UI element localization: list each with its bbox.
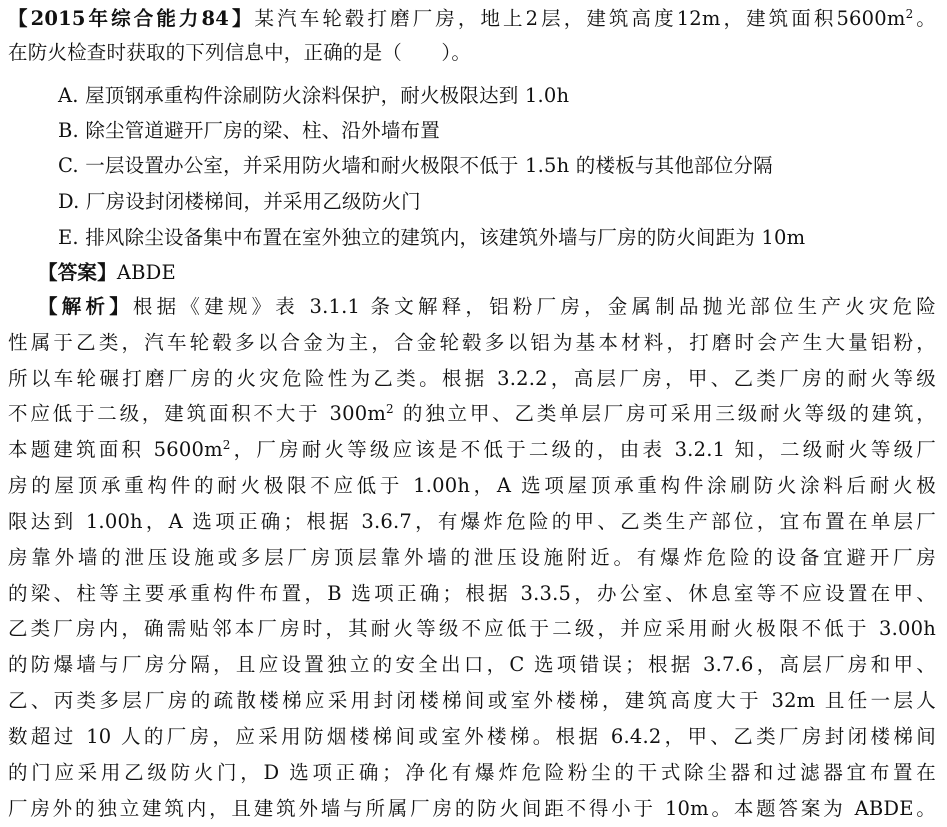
analysis-text: 本题建筑面积 5600m <box>8 438 223 461</box>
analysis-line-4 <box>8 399 936 429</box>
question-text-end: 。 <box>913 7 936 30</box>
question-stem-line-1 <box>8 4 936 34</box>
question-stem-line-2: 在防火检查时获取的下列信息中，正确的是（ ）。 <box>8 41 472 64</box>
option-a: A. 屋顶钢承重构件涂刷防火涂料保护，耐火极限达到 1.0h <box>58 84 570 107</box>
option-d: D. 厂房设封闭楼梯间，并采用乙级防火门 <box>58 190 421 213</box>
analysis-line-2: 性属于乙类，汽车轮毂多以合金为主，合金轮毂多以铝为基本材料，打磨时会产生大量铝粉， <box>8 331 936 354</box>
analysis-line-5 <box>8 435 936 465</box>
superscript: 2 <box>386 402 394 416</box>
analysis-text: ，厂房耐火等级应该是不低于二级的，由表 3.2.1 知，二级耐火等级厂 <box>230 438 936 461</box>
analysis-text: 不应低于二级，建筑面积不大于 300m <box>8 402 387 425</box>
analysis-line-1 <box>38 292 936 322</box>
answer-line <box>38 258 176 288</box>
analysis-text: 根据《建规》表 3.1.1 条文解释，铝粉厂房，金属制品抛光部位生产火灾危险 <box>132 295 936 318</box>
option-b: B. 除尘管道避开厂房的梁、柱、沿外墙布置 <box>58 119 440 142</box>
answer-value: ABDE <box>116 261 176 284</box>
analysis-line-13: 数超过 10 人的厂房，应采用防烟楼梯间或室外楼梯。根据 6.4.2，甲、乙类厂房封闭楼梯间 <box>8 725 936 748</box>
question-text-part: 某汽车轮毂打磨厂房，地上2层，建筑高度12m，建筑面积5600m <box>254 7 906 30</box>
analysis-line-11: 的防爆墙与厂房分隔，且应设置独立的安全出口，C 选项错误；根据 3.7.6，高层厂房和甲、 <box>8 653 936 676</box>
analysis-line-8: 房靠外墙的泄压设施或多层厂房顶层靠外墙的泄压设施附近。有爆炸危险的设备宜避开厂房 <box>8 546 936 569</box>
option-e: E. 排风除尘设备集中布置在室外独立的建筑内，该建筑外墙与厂房的防火间距为 10m <box>58 226 806 249</box>
analysis-label: 【解析】 <box>38 295 133 318</box>
answer-label: 【答案】 <box>38 261 117 284</box>
option-c: C. 一层设置办公室，并采用防火墙和耐火极限不低于 1.5h 的楼板与其他部位分隔 <box>58 154 773 177</box>
analysis-line-15: 厂房外的独立建筑内，且建筑外墙与所属厂房的防火间距不得小于 10m。本题答案为 ABDE。 <box>8 797 936 820</box>
analysis-line-6: 房的屋顶承重构件的耐火极限不应低于 1.00h，A 选项屋顶承重构件涂刷防火涂料后耐火极 <box>8 474 936 497</box>
analysis-line-9: 的梁、柱等主要承重构件布置，B 选项正确；根据 3.3.5，办公室、休息室等不应设置在甲、 <box>8 582 936 605</box>
superscript: 2 <box>905 7 914 21</box>
analysis-line-10: 乙类厂房内，确需贴邻本厂房时，其耐火等级不应低于二级，并应采用耐火极限不低于 3.00h <box>8 617 936 640</box>
analysis-line-14: 的门应采用乙级防火门，D 选项正确；净化有爆炸危险粉尘的干式除尘器和过滤器宜布置在 <box>8 761 936 784</box>
analysis-line-3: 所以车轮碾打磨厂房的火灾危险性为乙类。根据 3.2.2，高层厂房，甲、乙类厂房的耐火等级 <box>8 367 936 390</box>
superscript: 2 <box>222 438 231 452</box>
analysis-line-7: 限达到 1.00h，A 选项正确；根据 3.6.7，有爆炸危险的甲、乙类生产部位，宜布置在单层厂 <box>8 510 936 533</box>
question-source-tag: 【2015年综合能力84】 <box>8 7 255 30</box>
analysis-text: 的独立甲、乙类单层厂房可采用三级耐火等级的建筑， <box>393 402 936 425</box>
analysis-line-12: 乙、丙类多层厂房的疏散楼梯应采用封闭楼梯间或室外楼梯，建筑高度大于 32m 且任一层人 <box>8 689 936 712</box>
